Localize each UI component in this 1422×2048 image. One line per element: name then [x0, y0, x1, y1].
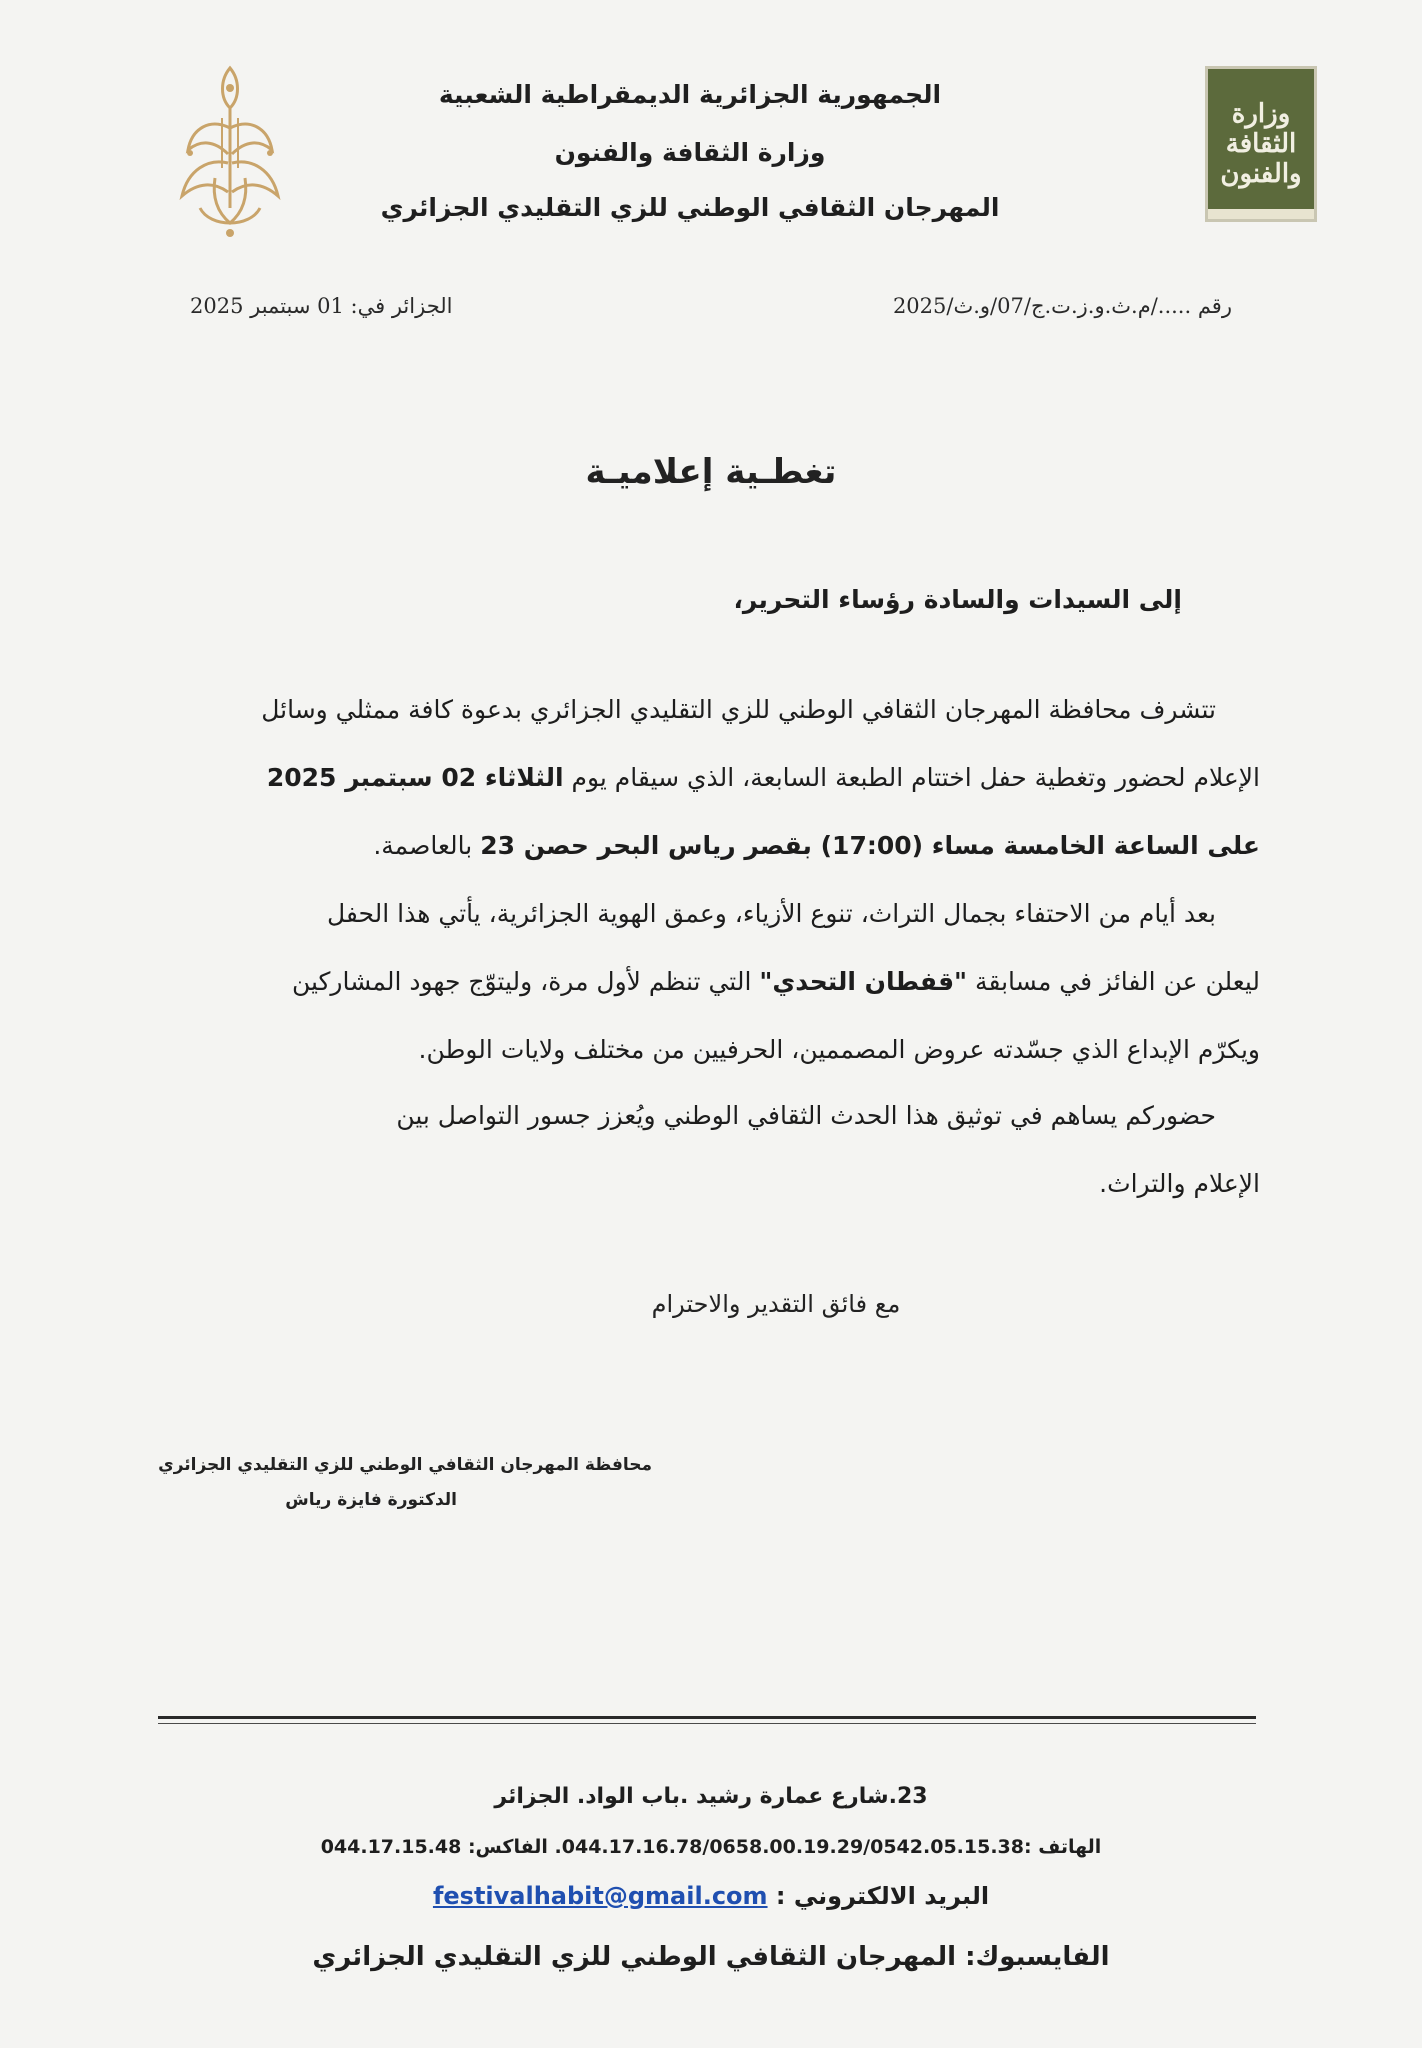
closing-remark: مع فائق التقدير والاحترام [651, 1290, 901, 1318]
text-run: ليعلن عن الفائز في مسابقة [967, 967, 1260, 996]
signature-title: محافظة المهرجان الثقافي الوطني للزي التقليدي الجزائري [158, 1455, 652, 1475]
footer-divider [158, 1716, 1256, 1719]
paragraph-line: بعد أيام من الاحتفاء بجمال التراث، تنوع الأزياء، وعمق الهوية الجزائرية، يأتي هذا الحفل [326, 899, 1216, 928]
paragraph-line [160, 948, 1260, 1016]
paragraph-line: ويكرّم الإبداع الذي جسّدته عروض المصممين، الحرفيين من مختلف ولايات الوطن. [418, 1035, 1260, 1064]
footer-address: 23.شارع عمارة رشيد .باب الواد. الجزائر [494, 1784, 928, 1809]
footer-phone: الهاتف :044.17.16.78/0658.00.19.29/0542.05.15.38. الفاكس: 044.17.15.48 [320, 1836, 1102, 1858]
header-republic: الجمهورية الجزائرية الديمقراطية الشعبية [438, 80, 942, 109]
document-title: تغطـية إعلاميـة [585, 452, 837, 492]
text-run: بالعاصمة. [373, 831, 481, 860]
reference-number: رقم ...../م.ث.و.ز.ت.ج/07/و.ث/2025 [892, 294, 1232, 318]
paragraph-line [160, 744, 1260, 812]
footer-facebook: الفايسبوك: المهرجان الثقافي الوطني للزي التقليدي الجزائري [312, 1942, 1110, 1972]
paragraph-line: حضوركم يساهم في توثيق هذا الحدث الثقافي الوطني ويُعزز جسور التواصل بين [396, 1101, 1216, 1130]
footer-email-link[interactable]: festivalhabit@gmail.com [432, 1882, 768, 1910]
ministry-logo-strip [1208, 209, 1314, 219]
signature-name: الدكتورة فايزة رياش [285, 1490, 457, 1510]
event-time-venue: على الساعة الخامسة مساء (17:00) بقصر رياس البحر حصن 23 [480, 831, 1260, 860]
footer-email-label: البريد الالكتروني : [767, 1882, 990, 1910]
text-run: الإعلام لحضور وتغطية حفل اختتام الطبعة السابعة، الذي سيقام يوم [563, 763, 1260, 792]
ministry-logo-text: وزارة الثقافة والفنون [1220, 99, 1302, 189]
event-date: الثلاثاء 02 سبتمبر 2025 [266, 763, 564, 792]
paragraph-line: تتشرف محافظة المهرجان الثقافي الوطني للزي التقليدي الجزائري بدعوة كافة ممثلي وسائل [261, 695, 1216, 724]
salutation: إلى السيدات والسادة رؤساء التحرير، [733, 585, 1182, 614]
ministry-logo-icon [1205, 66, 1317, 222]
header-festival: المهرجان الثقافي الوطني للزي التقليدي الجزائري [380, 193, 1000, 222]
paragraph-invitation [160, 676, 1260, 880]
competition-name: "قفطان التحدي" [759, 967, 968, 996]
festival-emblem-icon [170, 58, 290, 248]
header-ministry: وزارة الثقافة والفنون [554, 138, 826, 167]
footer-divider-thin [158, 1723, 1256, 1724]
footer-email-row [0, 1882, 1422, 1910]
paragraph-line [160, 812, 1260, 880]
document-date: الجزائر في: 01 سبتمبر 2025 [190, 294, 453, 318]
paragraph-competition [160, 880, 1260, 1084]
text-run: التي تنظم لأول مرة، وليتوّج جهود المشاركين [291, 967, 760, 996]
paragraph-closing-note [160, 1082, 1260, 1218]
paragraph-line: الإعلام والتراث. [1099, 1169, 1260, 1198]
